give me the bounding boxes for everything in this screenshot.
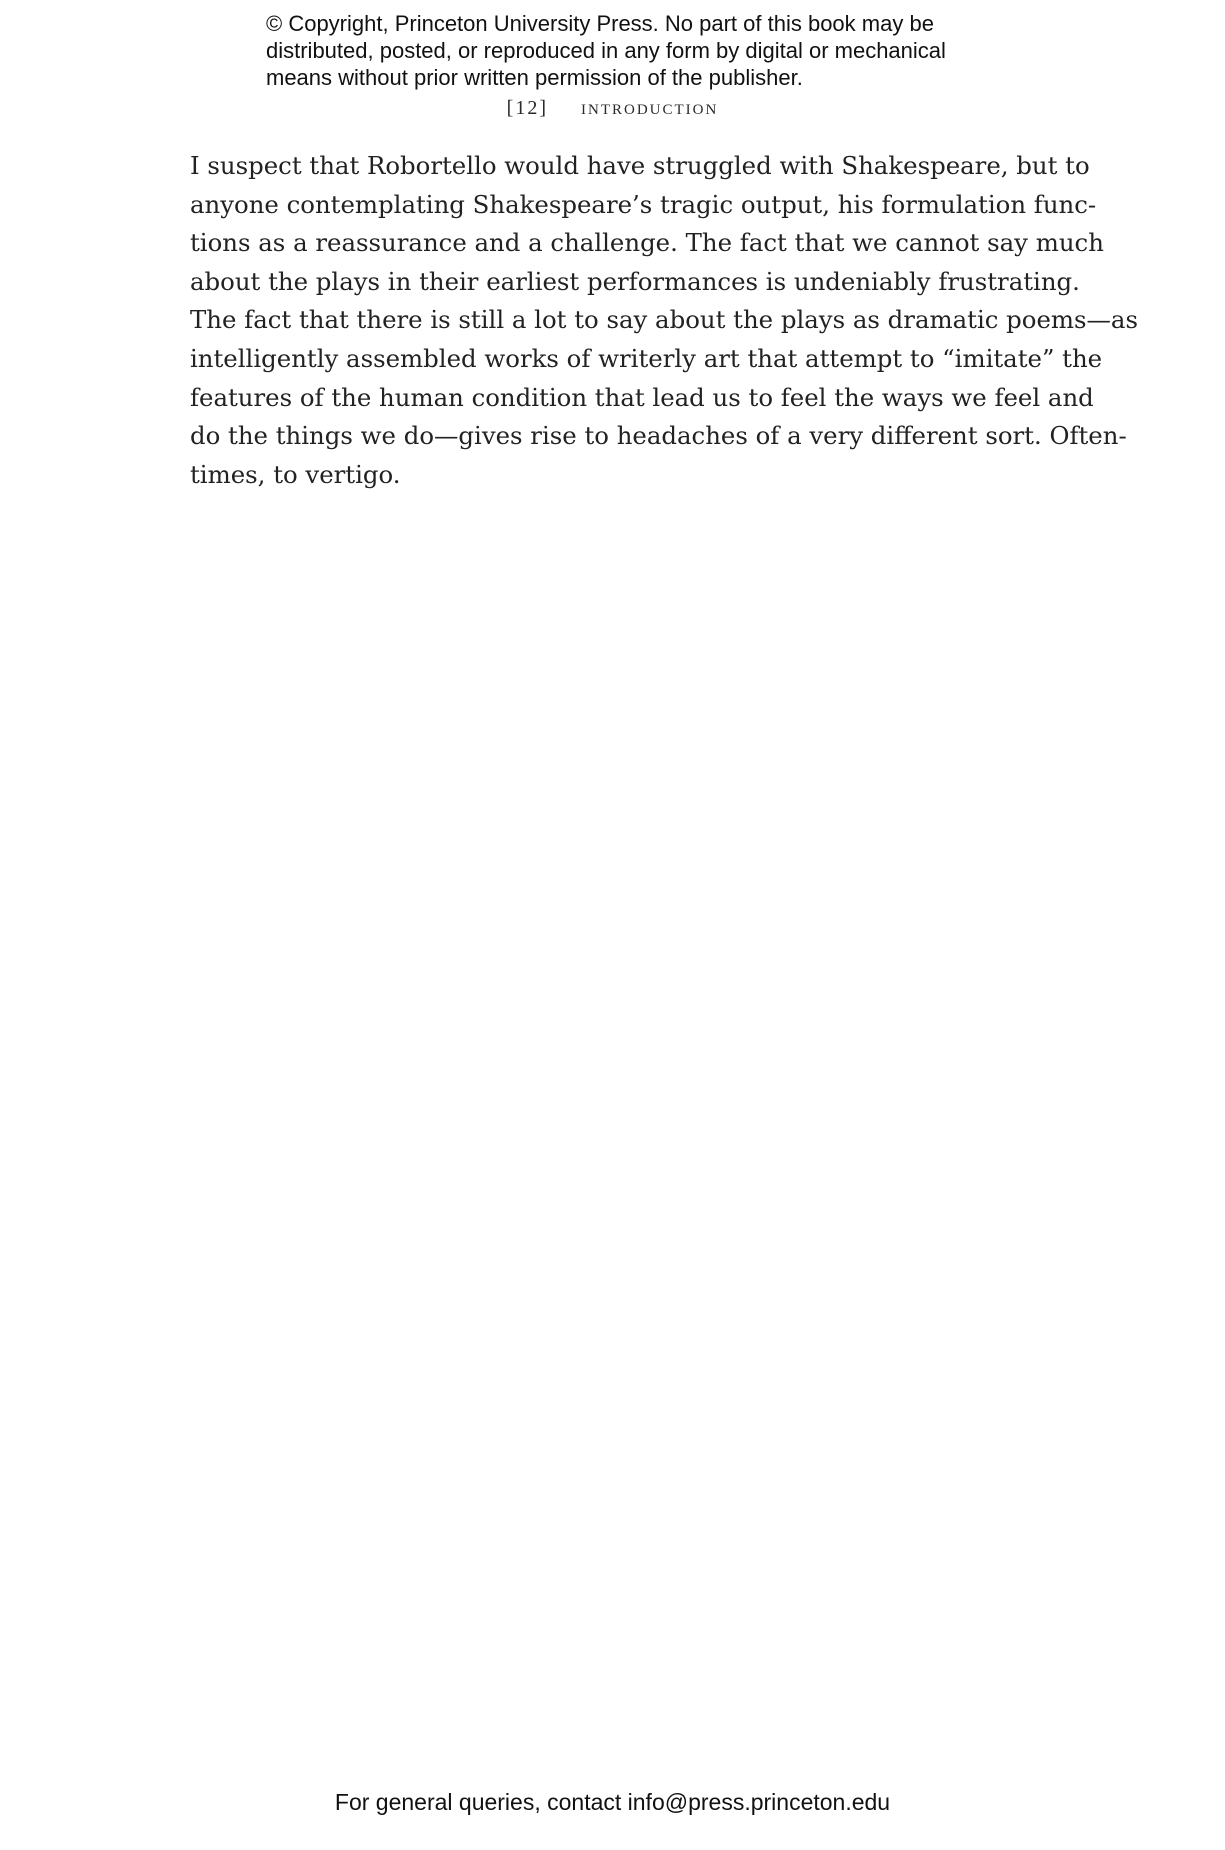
page-number: [12] [506, 97, 548, 119]
paragraph-line: anyone contemplating Shakespeare’s tragic output, his formulation func- [190, 189, 1097, 219]
section-title: introduction [581, 94, 719, 119]
paragraph-line: about the plays in their earliest performances is undeniably frustrating. [190, 266, 1080, 296]
running-head [0, 94, 1225, 120]
paragraph-line: do the things we do—gives rise to headaches of a very different sort. Often- [190, 421, 1127, 451]
paragraph-line: The fact that there is still a lot to say about the plays as dramatic poems—as [190, 305, 1138, 335]
copyright-line: distributed, posted, or reproduced in any form by digital or mechanical [266, 38, 946, 63]
copyright-notice [266, 10, 1006, 91]
paragraph-line: tions as a reassurance and a challenge. The fact that we cannot say much [190, 228, 1104, 258]
copyright-line: means without prior written permission of the publisher. [266, 65, 803, 90]
body-paragraph [190, 147, 1138, 494]
footer-contact: For general queries, contact info@press.princeton.edu [334, 1789, 891, 1815]
paragraph-line: intelligently assembled works of writerly art that attempt to “imitate” the [190, 343, 1103, 373]
paragraph-line: I suspect that Robortello would have struggled with Shakespeare, but to [190, 151, 1090, 180]
paragraph-line: features of the human condition that lead us to feel the ways we feel and [190, 382, 1094, 412]
copyright-line: © Copyright, Princeton University Press. No part of this book may be [266, 11, 934, 36]
paragraph-line: times, to vertigo. [190, 459, 401, 489]
